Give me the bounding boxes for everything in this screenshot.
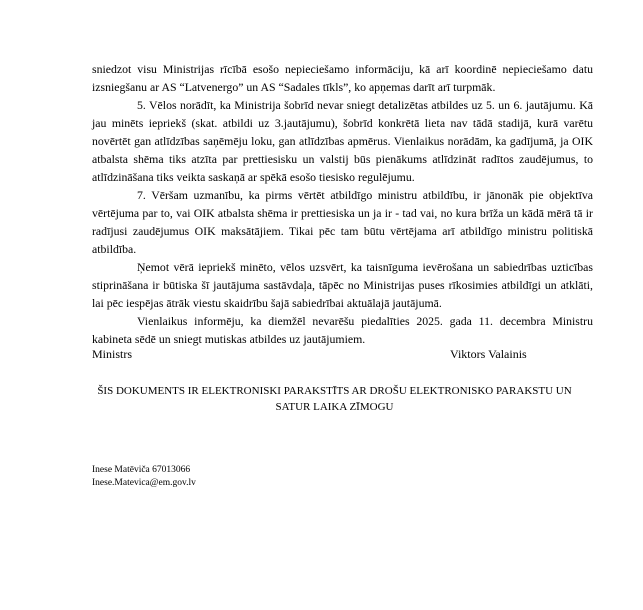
signature-name: Viktors Valainis <box>450 347 527 361</box>
electronic-signature-notice: ŠIS DOKUMENTS IR ELEKTRONISKI PARAKSTĪTS AR DROŠU ELEKTRONISKO PARAKSTU UN SATUR LAIKA ZĪMOGU <box>97 385 572 413</box>
paragraph-point-5: 5. Vēlos norādīt, ka Ministrija šobrīd nevar sniegt detalizētas atbildes uz 5. un 6. jautājumu. Kā jau minēts iepriekš (skat. atbildi uz 3.jautājumu), šobrīd konkrētā lieta nav tādā stadijā, kurā varētu novērtēt gan atlīdzības saņēmēju loku, gan atlīdzības apmērus. Vienlaikus norādām, ka gadījumā, ja OIK atbalsta shēma tiks atzīta par prettiesisku un valstij būs pienākums atlīdzināt radītos zaudējumus, to atlīdzināšana tiks veikta saskaņā ar spēkā esošo tiesisko regulējumu. <box>92 98 593 184</box>
contact-email: Inese.Matevica@em.gov.lv <box>92 478 196 488</box>
paragraph-conclusion: Ņemot vērā iepriekš minēto, vēlos uzsvērt, ka taisnīguma ievērošana un sabiedrības uzticības stiprināšana ir būtiska šī jautājuma sastāvdaļa, tāpēc no Ministrijas puses rīkosimies atbildīgi un atklāti, lai pēc iespējas ātrāk viestu skaidrību šajā sabiedrībai aktuālajā jautājumā. <box>92 260 593 310</box>
paragraph-attendance-notice: Vienlaikus informēju, ka diemžēl nevarēšu piedalīties 2025. gada 11. decembra Ministru kabineta sēdē un sniegt mutiskas atbildes uz jautājumiem. <box>92 314 593 346</box>
paragraph-point-7: 7. Vēršam uzmanību, ka pirms vērtēt atbildīgo ministru atbildību, ir jānonāk pie objektīva vērtējuma par to, vai OIK atbalsta shēma ir prettiesiska un ja ir - tad vai, no kura brīža un kādā mērā tā ir radījusi zaudējumus OIK maksātājiem. Tikai pēc tam būtu vērtējama arī atbildīgo ministru politiskā atbildība. <box>92 188 593 256</box>
paragraph-continuation: sniedzot visu Ministrijas rīcībā esošo nepieciešamo informāciju, kā arī koordinē nepieciešamo datu izsniegšanu ar AS “Latvenergo” un AS “Sadales tīkls”, ko apņemas darīt arī turpmāk. <box>92 62 593 94</box>
document-body <box>92 60 593 348</box>
contact-name-phone: Inese Matēviča 67013066 <box>92 465 191 475</box>
contact-block <box>92 464 196 490</box>
signature-title: Ministrs <box>92 347 133 361</box>
